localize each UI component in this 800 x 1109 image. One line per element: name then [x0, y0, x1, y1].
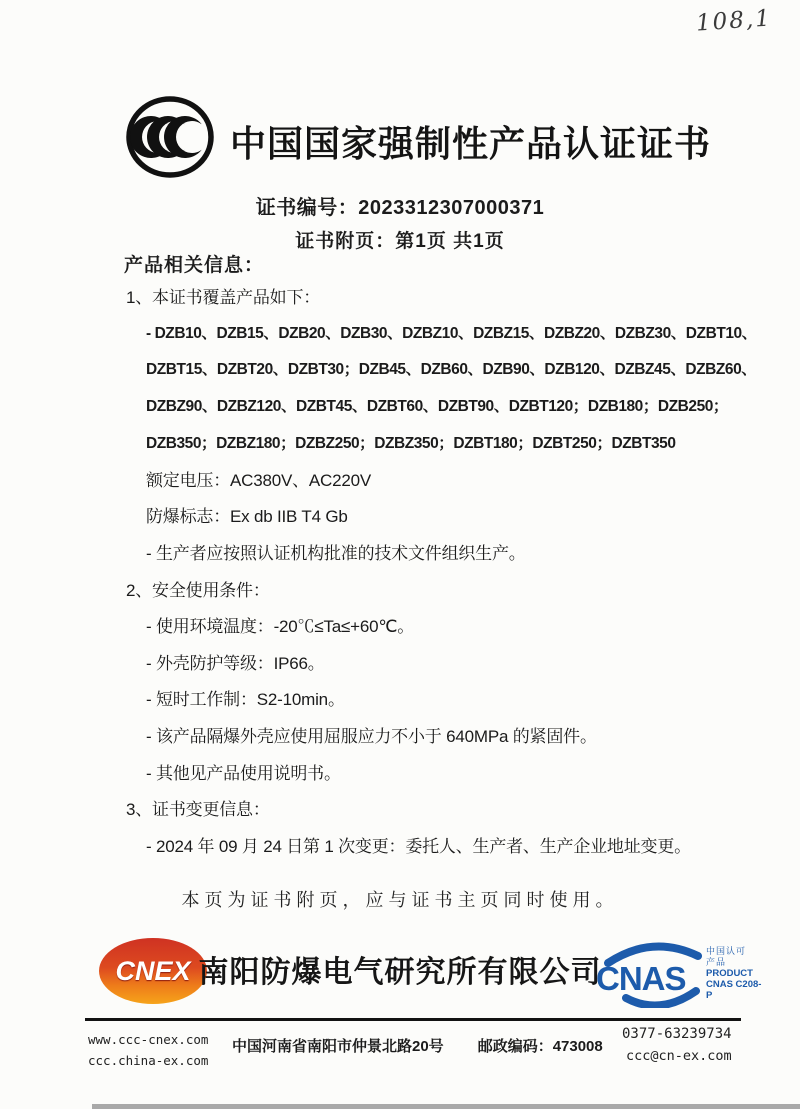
footer-divider	[85, 1018, 741, 1021]
body-line: DZB350；DZBZ180；DZBZ250；DZBZ350；DZBT180；DZBT250；DZBT350	[146, 434, 676, 452]
body-line: - 2024 年 09 月 24 日第 1 次变更：委托人、生产者、生产企业地址变更。	[146, 836, 691, 856]
cnex-logo-text: CNEX	[115, 955, 191, 986]
cnas-logo-icon	[596, 938, 704, 1008]
body-line: - 生产者应按照认证机构批准的技术文件组织生产。	[146, 543, 526, 563]
website-url: www.ccc-cnex.com	[88, 1032, 209, 1047]
body-line: - DZB10、DZB15、DZB20、DZB30、DZBZ10、DZBZ15、DZBZ20、DZBZ30、DZBT10、	[146, 324, 757, 342]
footer-phone: 0377-63239734	[622, 1026, 732, 1042]
footer-address	[232, 1035, 603, 1056]
cnas-side-line: CNAS C208-P	[706, 978, 762, 1001]
handwritten-note: 108,1	[695, 5, 773, 37]
section-heading-product-info: 产品相关信息：	[124, 255, 265, 276]
certificate-pages: 证书附页：第1页 共1页	[295, 231, 505, 252]
body-line: 3、证书变更信息：	[126, 800, 270, 820]
svg-text:CNAS: CNAS	[596, 960, 686, 997]
cnas-side-text	[706, 946, 766, 1001]
body-line: - 使用环境温度：-20℃≤Ta≤+60℃。	[146, 617, 415, 637]
body-line: - 外壳防护等级：IP66。	[146, 653, 325, 673]
certificate-number: 证书编号：2023312307000371	[255, 197, 545, 219]
cnas-accreditation-mark	[596, 938, 766, 1008]
scan-edge-artifact	[92, 1104, 800, 1109]
website-url: ccc.china-ex.com	[88, 1053, 209, 1068]
cnas-side-line: 中国认可	[706, 945, 747, 956]
body-line: 1、本证书覆盖产品如下：	[126, 287, 321, 307]
body-line: 2、安全使用条件：	[126, 580, 270, 600]
body-line: - 其他见产品使用说明书。	[146, 763, 341, 783]
body-line: DZBZ90、DZBZ120、DZBT45、DZBT60、DZBT90、DZBT120；DZB180；DZB250；	[146, 398, 728, 416]
footer-email: ccc@cn-ex.com	[626, 1048, 732, 1064]
issuer-company-name: 南阳防爆电气研究所有限公司	[198, 956, 602, 989]
body-line: 额定电压：AC380V、AC220V	[146, 470, 372, 490]
body-line: 防爆标志：Ex db IIB T4 Gb	[146, 507, 348, 527]
ccc-logo-icon	[124, 94, 216, 180]
footer-websites	[88, 1029, 208, 1071]
address-text: 中国河南省南阳市仲景北路20号	[232, 1038, 444, 1055]
attachment-usage-statement: 本页为证书附页，应与证书主页同时使用。	[181, 890, 619, 910]
body-line: - 该产品隔爆外壳应使用屈服应力不小于 640MPa 的紧固件。	[146, 726, 597, 746]
page-title: 中国国家强制性产品认证证书	[230, 123, 712, 164]
cnas-side-line: 产品	[706, 956, 727, 967]
body-text-block	[126, 277, 757, 863]
body-line: - 短时工作制：S2-10min。	[146, 690, 345, 710]
cnas-side-line: PRODUCT	[706, 967, 753, 979]
body-line: DZBT15、DZBT20、DZBT30；DZB45、DZB60、DZB90、DZB120、DZBZ45、DZBZ60、	[146, 361, 757, 379]
postal-code: 邮政编码：473008	[477, 1038, 603, 1055]
